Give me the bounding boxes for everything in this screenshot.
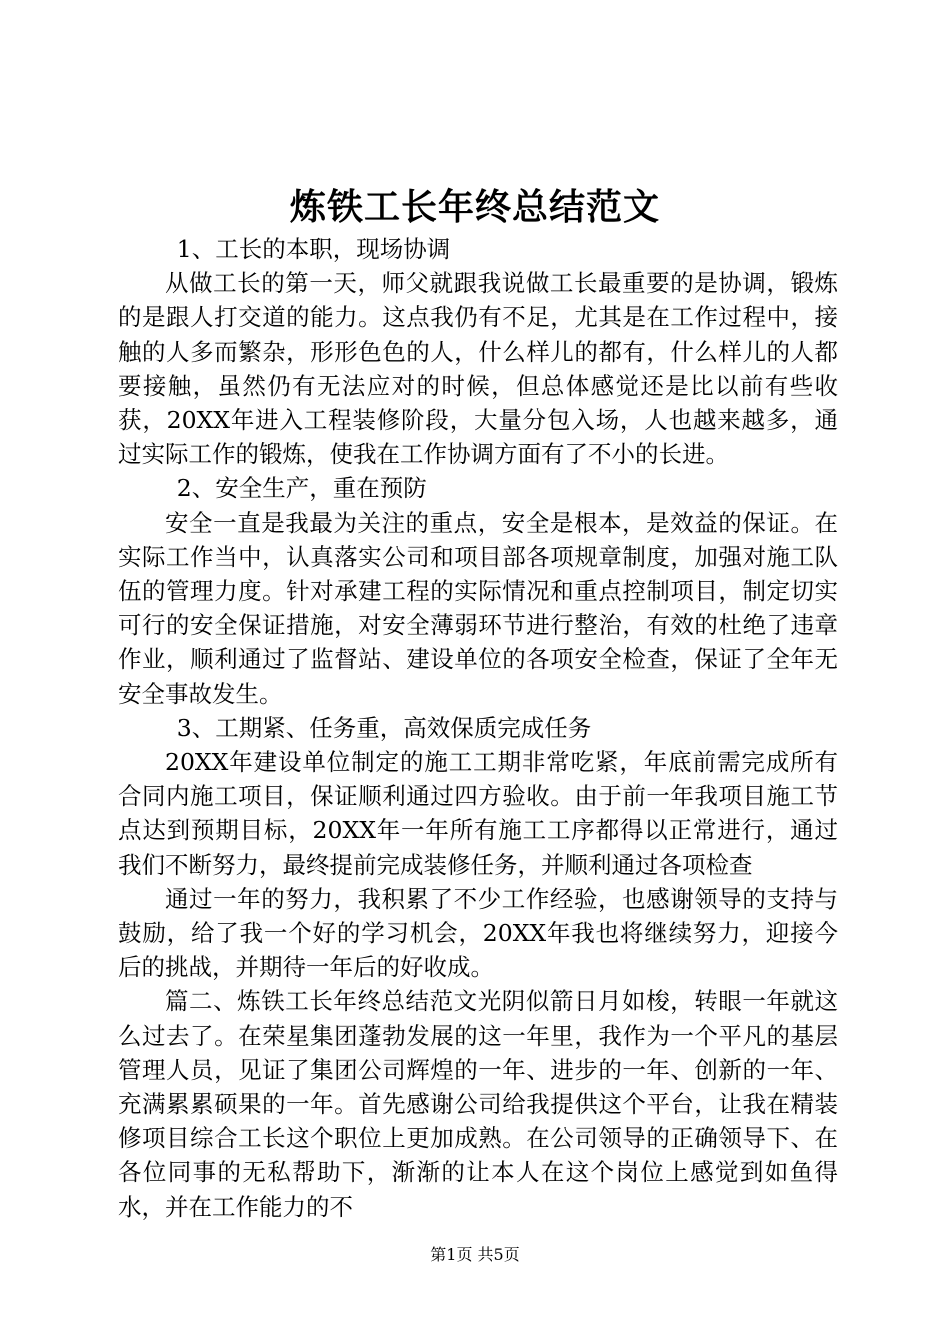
page-number-footer: 第1页 共5页 xyxy=(430,1245,520,1264)
document-body xyxy=(118,232,838,1224)
section-heading-3: 3、工期紧、任务重，高效保质完成任务 xyxy=(176,713,592,742)
body-paragraph-2: 安全一直是我最为关注的重点，安全是根本，是效益的保证。在实际工作当中，认真落实公司和项目部各项规章制度，加强对施工队伍的管理力度。针对承建工程的实际情况和重点控制项目，制定切实可行的安全保证措施，对安全薄弱环节进行整治，有效的杜绝了违章作业，顺利通过了监督站、建设单位的各项安全检查，保证了全年无安全事故发生。 xyxy=(118,508,838,708)
body-paragraph-4: 通过一年的努力，我积累了不少工作经验，也感谢领导的支持与鼓励，给了我一个好的学习机会，20XX年我也将继续努力，迎接今后的挑战，并期待一年后的好收成。 xyxy=(118,884,838,982)
body-paragraph-5: 篇二、炼铁工长年终总结范文光阴似箭日月如梭，转眼一年就这么过去了。在荣星集团蓬勃发展的这一年里，我作为一个平凡的基层管理人员，见证了集团公司辉煌的一年、进步的一年、创新的一年、充满累累硕果的一年。首先感谢公司给我提供这个平台，让我在精装修项目综合工长这个职位上更加成熟。在公司领导的正确领导下、在各位同事的无私帮助下，渐渐的让本人在这个岗位上感觉到如鱼得水，并在工作能力的不 xyxy=(118,987,838,1221)
document-title: 炼铁工长年终总结范文 xyxy=(289,186,660,228)
section-heading-2: 2、安全生产，重在预防 xyxy=(176,474,427,503)
body-paragraph-1: 从做工长的第一天，师父就跟我说做工长最重要的是协调，锻炼的是跟人打交道的能力。这点我仍有不足，尤其是在工作过程中，接触的人多而繁杂，形形色色的人，什么样儿的都有，什么样儿的人都要接触，虽然仍有无法应对的时候，但总体感觉还是比以前有些收获，20XX年进入工程装修阶段，大量分包入场，人也越来越多，通过实际工作的锻炼，使我在工作协调方面有了不小的长进。 xyxy=(118,269,838,469)
section-heading-1: 1、工长的本职，现场协调 xyxy=(176,235,451,263)
body-paragraph-3: 20XX年建设单位制定的施工工期非常吃紧，年底前需完成所有合同内施工项目，保证顺利通过四方验收。由于前一年我项目施工节点达到预期目标，20XX年一年所有施工工序都得以正常进行，通过我们不断努力，最终提前完成装修任务，并顺利通过各项检查 xyxy=(118,748,838,879)
